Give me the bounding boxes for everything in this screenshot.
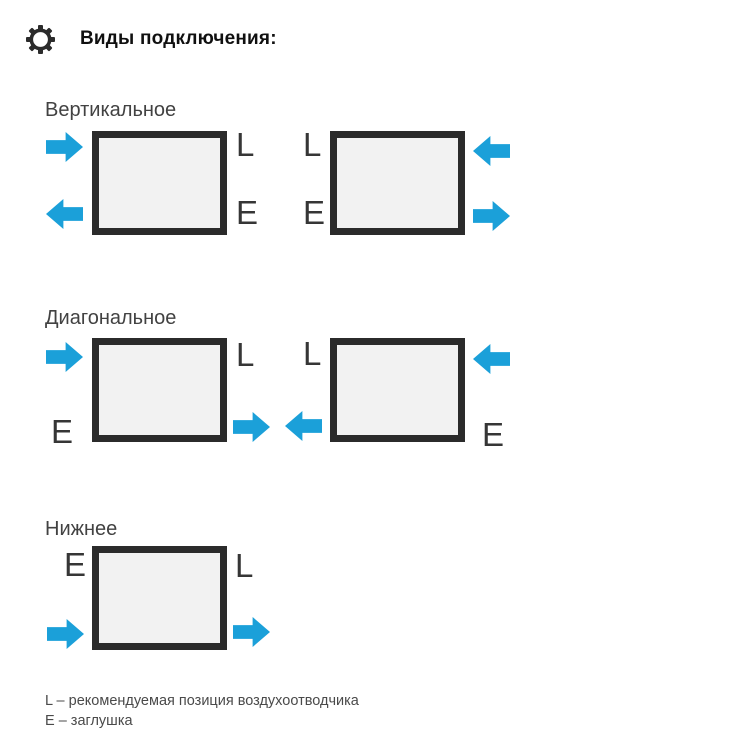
legend (45, 691, 359, 731)
port-label-l: L (235, 547, 254, 584)
flow-in-arrow (46, 342, 83, 372)
flow-out-arrow (233, 412, 270, 442)
section-title-vertical: Вертикальное (45, 99, 177, 121)
radiator-box (92, 131, 227, 235)
section-title-bottom: Нижнее (45, 518, 118, 540)
port-label-l: L (236, 336, 255, 373)
section-title-diagonal: Диагональное (45, 307, 177, 329)
flow-in-arrow (47, 619, 84, 649)
flow-out-arrow (233, 617, 270, 647)
radiator-box (92, 546, 227, 650)
port-label-e: E (64, 546, 87, 583)
radiator-box (330, 338, 465, 442)
legend-line-l: L – рекомендуемая позиция воздухоотводчика (45, 693, 359, 709)
port-label-l: L (303, 126, 322, 163)
page-title: Виды подключения: (80, 28, 277, 49)
port-label-l: L (236, 126, 255, 163)
port-label-l: L (303, 335, 322, 372)
flow-out-arrow (285, 411, 322, 441)
radiator-box (330, 131, 465, 235)
port-label-e: E (303, 194, 326, 231)
port-label-e: E (482, 416, 505, 453)
legend-line-e: E – заглушка (45, 713, 133, 729)
port-label-e: E (51, 413, 74, 450)
flow-in-arrow (46, 132, 83, 162)
gear-icon (24, 23, 57, 56)
port-label-e: E (236, 194, 259, 231)
flow-out-arrow (46, 199, 83, 229)
flow-in-arrow (473, 344, 510, 374)
radiator-box (92, 338, 227, 442)
flow-in-arrow (473, 136, 510, 166)
flow-out-arrow (473, 201, 510, 231)
